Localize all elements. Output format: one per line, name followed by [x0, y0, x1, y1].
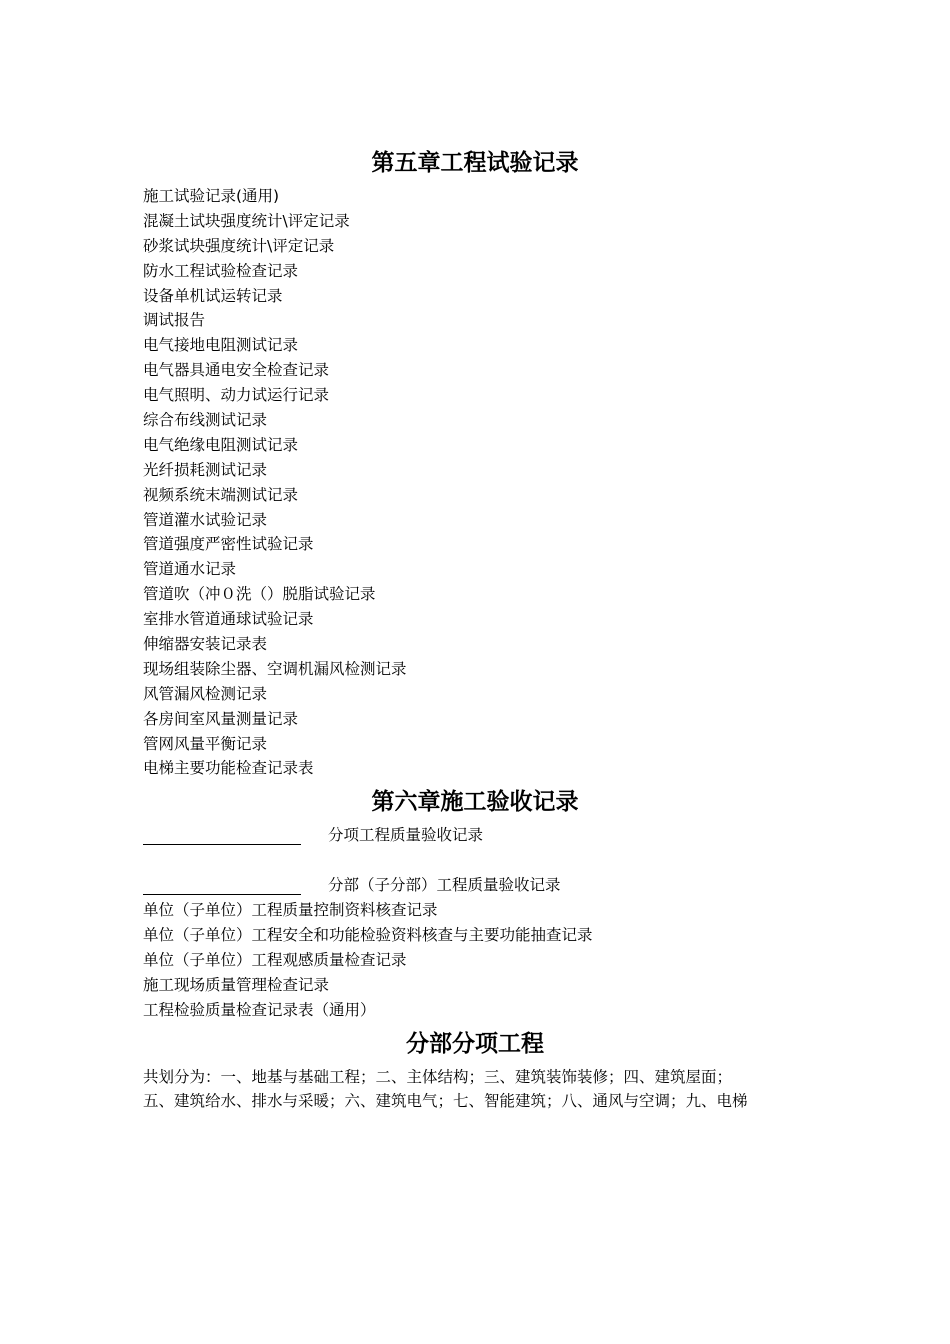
list-item: 单位（子单位）工程质量控制资料核查记录: [143, 901, 438, 920]
paragraph-line: 共划分为：一、地基与基础工程；二、主体结构；三、建筑装饰装修；四、建筑屋面；: [143, 1067, 733, 1086]
list-item: 室排水管道通球试验记录: [143, 610, 314, 629]
list-item: 砂浆试块强度统计\评定记录: [143, 236, 335, 255]
list-item: 设备单机试运转记录: [143, 286, 283, 305]
spacer: [143, 848, 823, 873]
list-item: 管道强度严密性试验记录: [143, 535, 314, 554]
list-item: 伸缩器安装记录表: [143, 635, 268, 654]
list-item: 光纤损耗测试记录: [143, 460, 268, 479]
list-item: 各房间室风量测量记录: [143, 709, 299, 728]
chapter5-list: [143, 184, 823, 781]
fill-in-label: 分部（子分部）工程质量验收记录: [328, 876, 561, 895]
list-item: 施工现场质量管理检查记录: [143, 975, 330, 994]
list-item: 单位（子单位）工程观感质量检查记录: [143, 950, 407, 969]
list-item: 现场组装除尘器、空调机漏风检测记录: [143, 659, 407, 678]
list-item: 单位（子单位）工程安全和功能检验资料核查与主要功能抽查记录: [143, 925, 593, 944]
list-item: 电气照明、动力试运行记录: [143, 386, 330, 405]
list-item: 视频系统末端测试记录: [143, 485, 299, 504]
document-content: [143, 142, 823, 1114]
chapter5-title: 第五章工程试验记录: [371, 150, 579, 176]
list-item: 混凝土试块强度统计\评定记录: [143, 211, 350, 230]
fill-in-blank: [143, 880, 301, 895]
section-title: 分部分项工程: [406, 1030, 544, 1057]
fill-in-row: [143, 823, 823, 848]
chapter6-title: 第六章施工验收记录: [371, 789, 579, 816]
list-item: 施工试验记录(通用): [143, 187, 280, 205]
list-item: 管道吹（冲０洗（）脱脂试验记录: [143, 585, 376, 604]
list-item: 管道灌水试验记录: [143, 510, 268, 529]
list-item: 综合布线测试记录: [143, 411, 268, 430]
list-item: 调试报告: [143, 311, 206, 330]
list-item: 电气绝缘电阻测试记录: [143, 435, 299, 454]
list-item: 电梯主要功能检查记录表: [143, 759, 314, 778]
list-item: 工程检验质量检查记录表（通用）: [143, 1000, 376, 1019]
list-item: 防水工程试验检查记录: [143, 261, 299, 280]
fill-in-row: [143, 873, 823, 898]
list-item: 电气接地电阻测试记录: [143, 336, 299, 355]
chapter6-list: [143, 823, 823, 1022]
paragraph-line: 五、建筑给水、排水与采暖；六、建筑电气；七、智能建筑；八、通风与空调；九、电梯: [143, 1092, 748, 1111]
fill-in-label: 分项工程质量验收记录: [328, 826, 484, 845]
section-body: [143, 1065, 823, 1115]
list-item: 管网风量平衡记录: [143, 734, 268, 753]
list-item: 风管漏风检测记录: [143, 684, 268, 703]
list-item: 电气器具通电安全检查记录: [143, 361, 330, 380]
list-item: 管道通水记录: [143, 560, 237, 579]
fill-in-blank: [143, 830, 301, 845]
